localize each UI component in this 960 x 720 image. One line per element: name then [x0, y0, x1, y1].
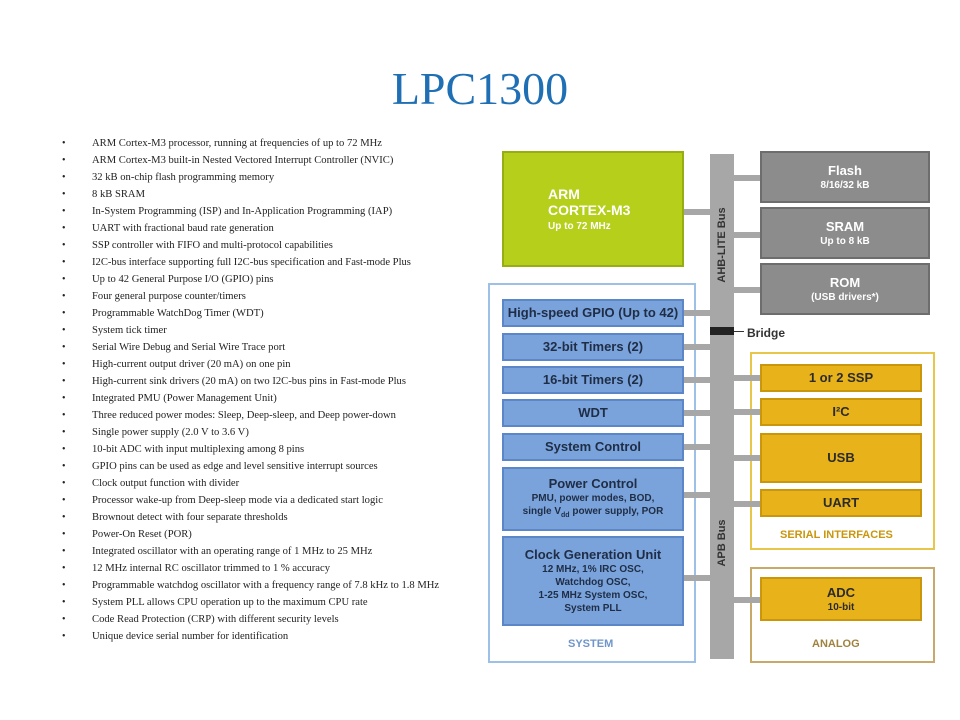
ssp-label: 1 or 2 SSP [808, 370, 874, 385]
arm-sub: Up to 72 MHz [548, 220, 611, 232]
adc-sub: 10-bit [827, 601, 855, 613]
sysctrl-connector [684, 444, 710, 450]
feature-item: • Three reduced power modes: Sleep, Deep-sleep, and Deep power-down [62, 410, 467, 422]
block-diagram [488, 147, 938, 667]
rom-block [760, 263, 930, 315]
feature-item: • System PLL allows CPU operation up to the maximum CPU rate [62, 597, 467, 609]
clock-sub4: System PLL [564, 603, 622, 614]
clock-sub1: 12 MHz, 1% IRC OSC, [542, 564, 644, 575]
wdt-connector [684, 410, 710, 416]
apb-bus-label: APB Bus [716, 519, 728, 567]
feature-item: • Programmable WatchDog Timer (WDT) [62, 308, 467, 320]
feature-item: • System tick timer [62, 325, 467, 337]
feature-item: • Serial Wire Debug and Serial Wire Trace port [62, 342, 467, 354]
power-title: Power Control [548, 476, 638, 491]
wdt-block [502, 399, 684, 427]
rom-title: ROM [829, 274, 861, 290]
flash-title: Flash [828, 162, 862, 178]
timers32-connector [684, 344, 710, 350]
clock-title: Clock Generation Unit [524, 547, 662, 562]
clock-sub3: 1-25 MHz System OSC, [538, 590, 648, 601]
feature-item: • High-current output driver (20 mA) on one pin [62, 359, 467, 371]
system-label: SYSTEM [568, 638, 614, 650]
power-connector [684, 492, 710, 498]
clock-sub2: Watchdog OSC, [555, 577, 631, 588]
power-control-block [502, 467, 684, 531]
usb-connector [734, 455, 760, 461]
i2c-connector [734, 409, 760, 415]
bridge-label: Bridge [747, 326, 786, 340]
usb-block [760, 433, 922, 483]
i2c-block [760, 398, 922, 426]
adc-title: ADC [826, 584, 856, 600]
feature-item: • Code Read Protection (CRP) with different security levels [62, 614, 467, 626]
feature-item: • 32 kB on-chip flash programming memory [62, 172, 467, 184]
feature-item: • Programmable watchdog oscillator with a frequency range of 7.8 kHz to 1.8 MHz [62, 580, 467, 592]
power-sub2b: dd [561, 512, 570, 519]
ahb-bus-label: AHB-LITE Bus [716, 207, 728, 283]
feature-item: • Up to 42 General Purpose I/O (GPIO) pins [62, 274, 467, 286]
feature-item: • 12 MHz internal RC oscillator trimmed to 1 % accuracy [62, 563, 467, 575]
sram-title: SRAM [825, 218, 865, 234]
flash-block [760, 151, 930, 203]
clock-connector [684, 575, 710, 581]
system-control-label: System Control [544, 439, 642, 454]
adc-connector [734, 597, 760, 603]
feature-item: • Integrated oscillator with an operating range of 1 MHz to 25 MHz [62, 546, 467, 558]
feature-item: • UART with fractional baud rate generation [62, 223, 467, 235]
i2c-label: I²C [832, 404, 850, 419]
feature-list [62, 138, 467, 648]
feature-item: • ARM Cortex-M3 processor, running at frequencies of up to 72 MHz [62, 138, 467, 150]
rom-connector [734, 287, 760, 293]
usb-label: USB [827, 450, 855, 465]
ssp-block [760, 364, 922, 392]
sram-sub: Up to 8 kB [820, 235, 870, 247]
feature-item: • Brownout detect with four separate thresholds [62, 512, 467, 524]
uart-connector [734, 501, 760, 507]
uart-label: UART [822, 495, 860, 510]
feature-item: • In-System Programming (ISP) and In-Application Programming (IAP) [62, 206, 467, 218]
timers32-block [502, 333, 684, 361]
analog-label: ANALOG [812, 638, 860, 650]
arm-line2: CORTEX-M3 [548, 201, 631, 218]
timers32-label: 32-bit Timers (2) [542, 339, 644, 354]
feature-item: • Unique device serial number for identification [62, 631, 467, 643]
arm-cortex-m3-block [502, 151, 684, 267]
arm-line1: ARM [548, 185, 580, 202]
feature-item: • GPIO pins can be used as edge and level sensitive interrupt sources [62, 461, 467, 473]
serial-label: SERIAL INTERFACES [780, 529, 893, 541]
flash-connector [734, 175, 760, 181]
feature-item: • ARM Cortex-M3 built-in Nested Vectored Interrupt Controller (NVIC) [62, 155, 467, 167]
flash-sub: 8/16/32 kB [820, 179, 870, 191]
uart-block [760, 489, 922, 517]
feature-item: • SSP controller with FIFO and multi-protocol capabilities [62, 240, 467, 252]
timers16-label: 16-bit Timers (2) [542, 372, 644, 387]
system-control-block [502, 433, 684, 461]
clock-generation-block [502, 536, 684, 626]
feature-item: • Four general purpose counter/timers [62, 291, 467, 303]
feature-item: • Power-On Reset (POR) [62, 529, 467, 541]
power-sub2c: power supply, POR [569, 506, 664, 517]
apb-bus [710, 335, 734, 659]
sram-connector [734, 232, 760, 238]
feature-item: • I2C-bus interface supporting full I2C-bus specification and Fast-mode Plus [62, 257, 467, 269]
ssp-connector [734, 375, 760, 381]
feature-item: • Single power supply (2.0 V to 3.6 V) [62, 427, 467, 439]
timers16-block [502, 366, 684, 394]
sram-block [760, 207, 930, 259]
bridge-line [734, 331, 744, 332]
feature-item: • Clock output function with divider [62, 478, 467, 490]
feature-item: • Processor wake-up from Deep-sleep mode via a dedicated start logic [62, 495, 467, 507]
rom-sub: (USB drivers*) [811, 291, 879, 303]
bridge-bar [710, 327, 734, 335]
power-sub2 [523, 505, 664, 522]
page-title: LPC1300 [391, 63, 569, 114]
power-sub2a: single V [522, 506, 562, 517]
gpio-connector [684, 310, 710, 316]
arm-connector [684, 209, 710, 215]
gpio-block [502, 299, 684, 327]
gpio-label: High-speed GPIO (Up to 42) [507, 305, 679, 320]
timers16-connector [684, 377, 710, 383]
adc-block [760, 577, 922, 621]
power-sub1: PMU, power modes, BOD, [531, 493, 655, 504]
feature-item: • 10-bit ADC with input multiplexing among 8 pins [62, 444, 467, 456]
feature-item: • High-current sink drivers (20 mA) on two I2C-bus pins in Fast-mode Plus [62, 376, 467, 388]
feature-item: • 8 kB SRAM [62, 189, 467, 201]
wdt-label: WDT [578, 405, 608, 420]
feature-item: • Integrated PMU (Power Management Unit) [62, 393, 467, 405]
